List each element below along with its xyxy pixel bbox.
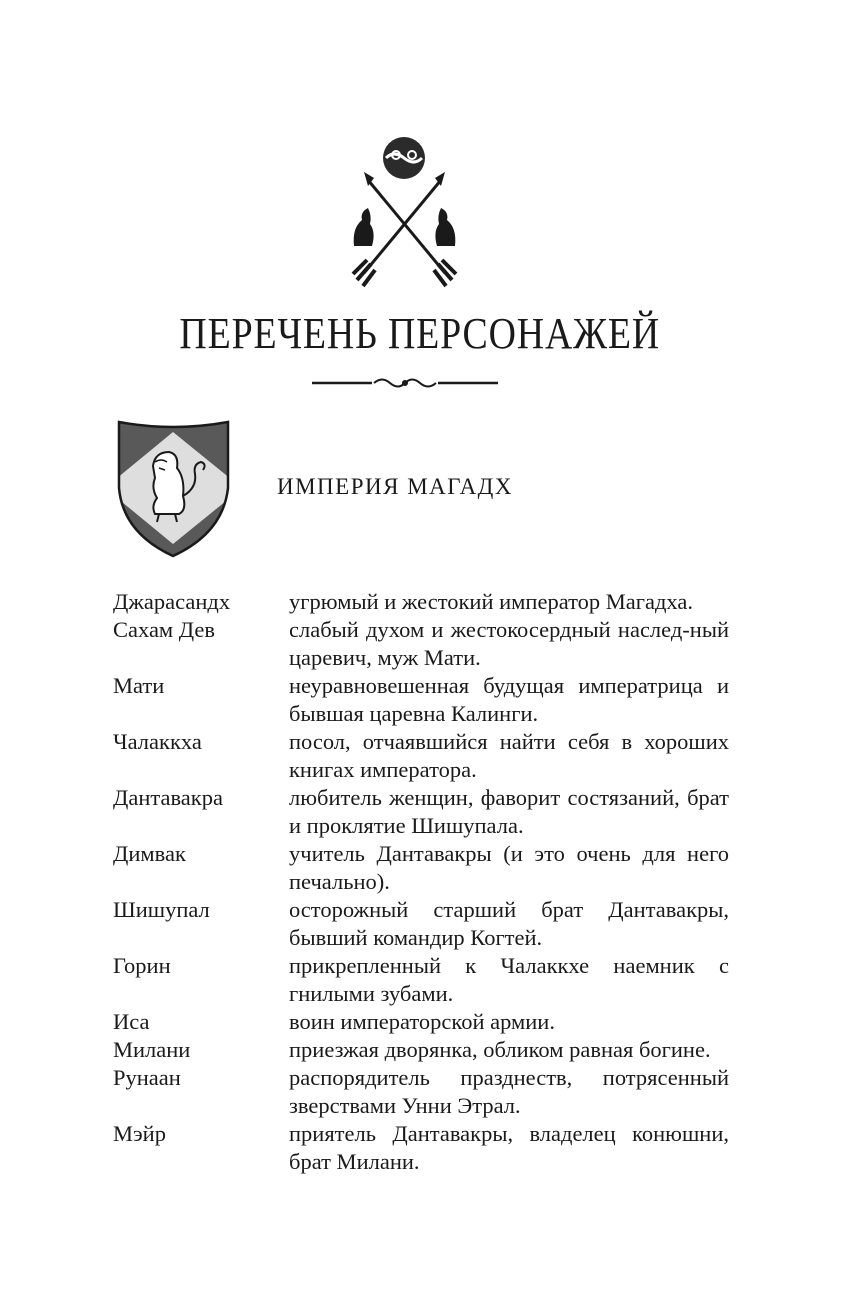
character-description: приятель Дантавакры, владелец конюшни, брат Милани. — [289, 1121, 729, 1174]
list-item — [113, 1008, 729, 1036]
character-description: слабый духом и жестокосердный наслед-ный царевич, муж Мати. — [289, 617, 729, 670]
list-item — [113, 728, 729, 784]
ornamental-divider — [312, 372, 498, 394]
character-description: приезжая дворянка, обликом равная богине. — [289, 1037, 711, 1062]
list-item — [113, 672, 729, 728]
character-description: посол, отчаявшийся найти себя в хороших книгах императора. — [289, 729, 729, 782]
character-name: Димвак — [113, 841, 186, 866]
character-name: Дантавакра — [113, 785, 223, 810]
character-list — [113, 588, 729, 1176]
character-name: Джарасандх — [113, 589, 231, 614]
character-description: любитель женщин, фаворит состязаний, брат и проклятие Шишупала. — [289, 785, 729, 838]
character-name: Милани — [113, 1037, 191, 1062]
character-description: учитель Дантавакры (и это очень для него печально). — [289, 841, 729, 894]
list-item — [113, 784, 729, 840]
character-name: Шишупал — [113, 897, 210, 922]
list-item — [113, 1120, 729, 1176]
character-name: Мэйр — [113, 1121, 166, 1146]
character-description: воин императорской армии. — [289, 1009, 555, 1034]
character-name: Сахам Дев — [113, 617, 216, 642]
section-title: ИМПЕРИЯ МАГАДХ — [277, 474, 513, 499]
list-item — [113, 1064, 729, 1120]
character-name: Горин — [113, 953, 171, 978]
character-description: неуравновешенная будущая императрица и бывшая царевна Калинги. — [289, 673, 729, 726]
lion-shield-icon — [115, 418, 232, 560]
list-item — [113, 840, 729, 896]
character-description: осторожный старший брат Дантавакры, бывший командир Когтей. — [289, 897, 729, 950]
list-item — [113, 952, 729, 1008]
character-description: угрюмый и жестокий император Магадха. — [289, 589, 693, 614]
page-title: ПЕРЕЧЕНЬ ПЕРСОНАЖЕЙ — [179, 309, 661, 358]
character-name: Чалаккха — [113, 729, 202, 754]
list-item — [113, 588, 729, 616]
list-item — [113, 896, 729, 952]
character-description: прикрепленный к Чалаккхе наемник с гнилыми зубами. — [289, 953, 729, 1006]
character-description: распорядитель празднеств, потрясенный зверствами Унни Этрал. — [289, 1065, 729, 1118]
character-name: Рунаан — [113, 1065, 181, 1090]
character-name: Иса — [113, 1009, 150, 1034]
crossed-arrows-griffins-icon — [342, 128, 467, 293]
list-item — [113, 1036, 729, 1064]
character-name: Мати — [113, 673, 165, 698]
list-item — [113, 616, 729, 672]
